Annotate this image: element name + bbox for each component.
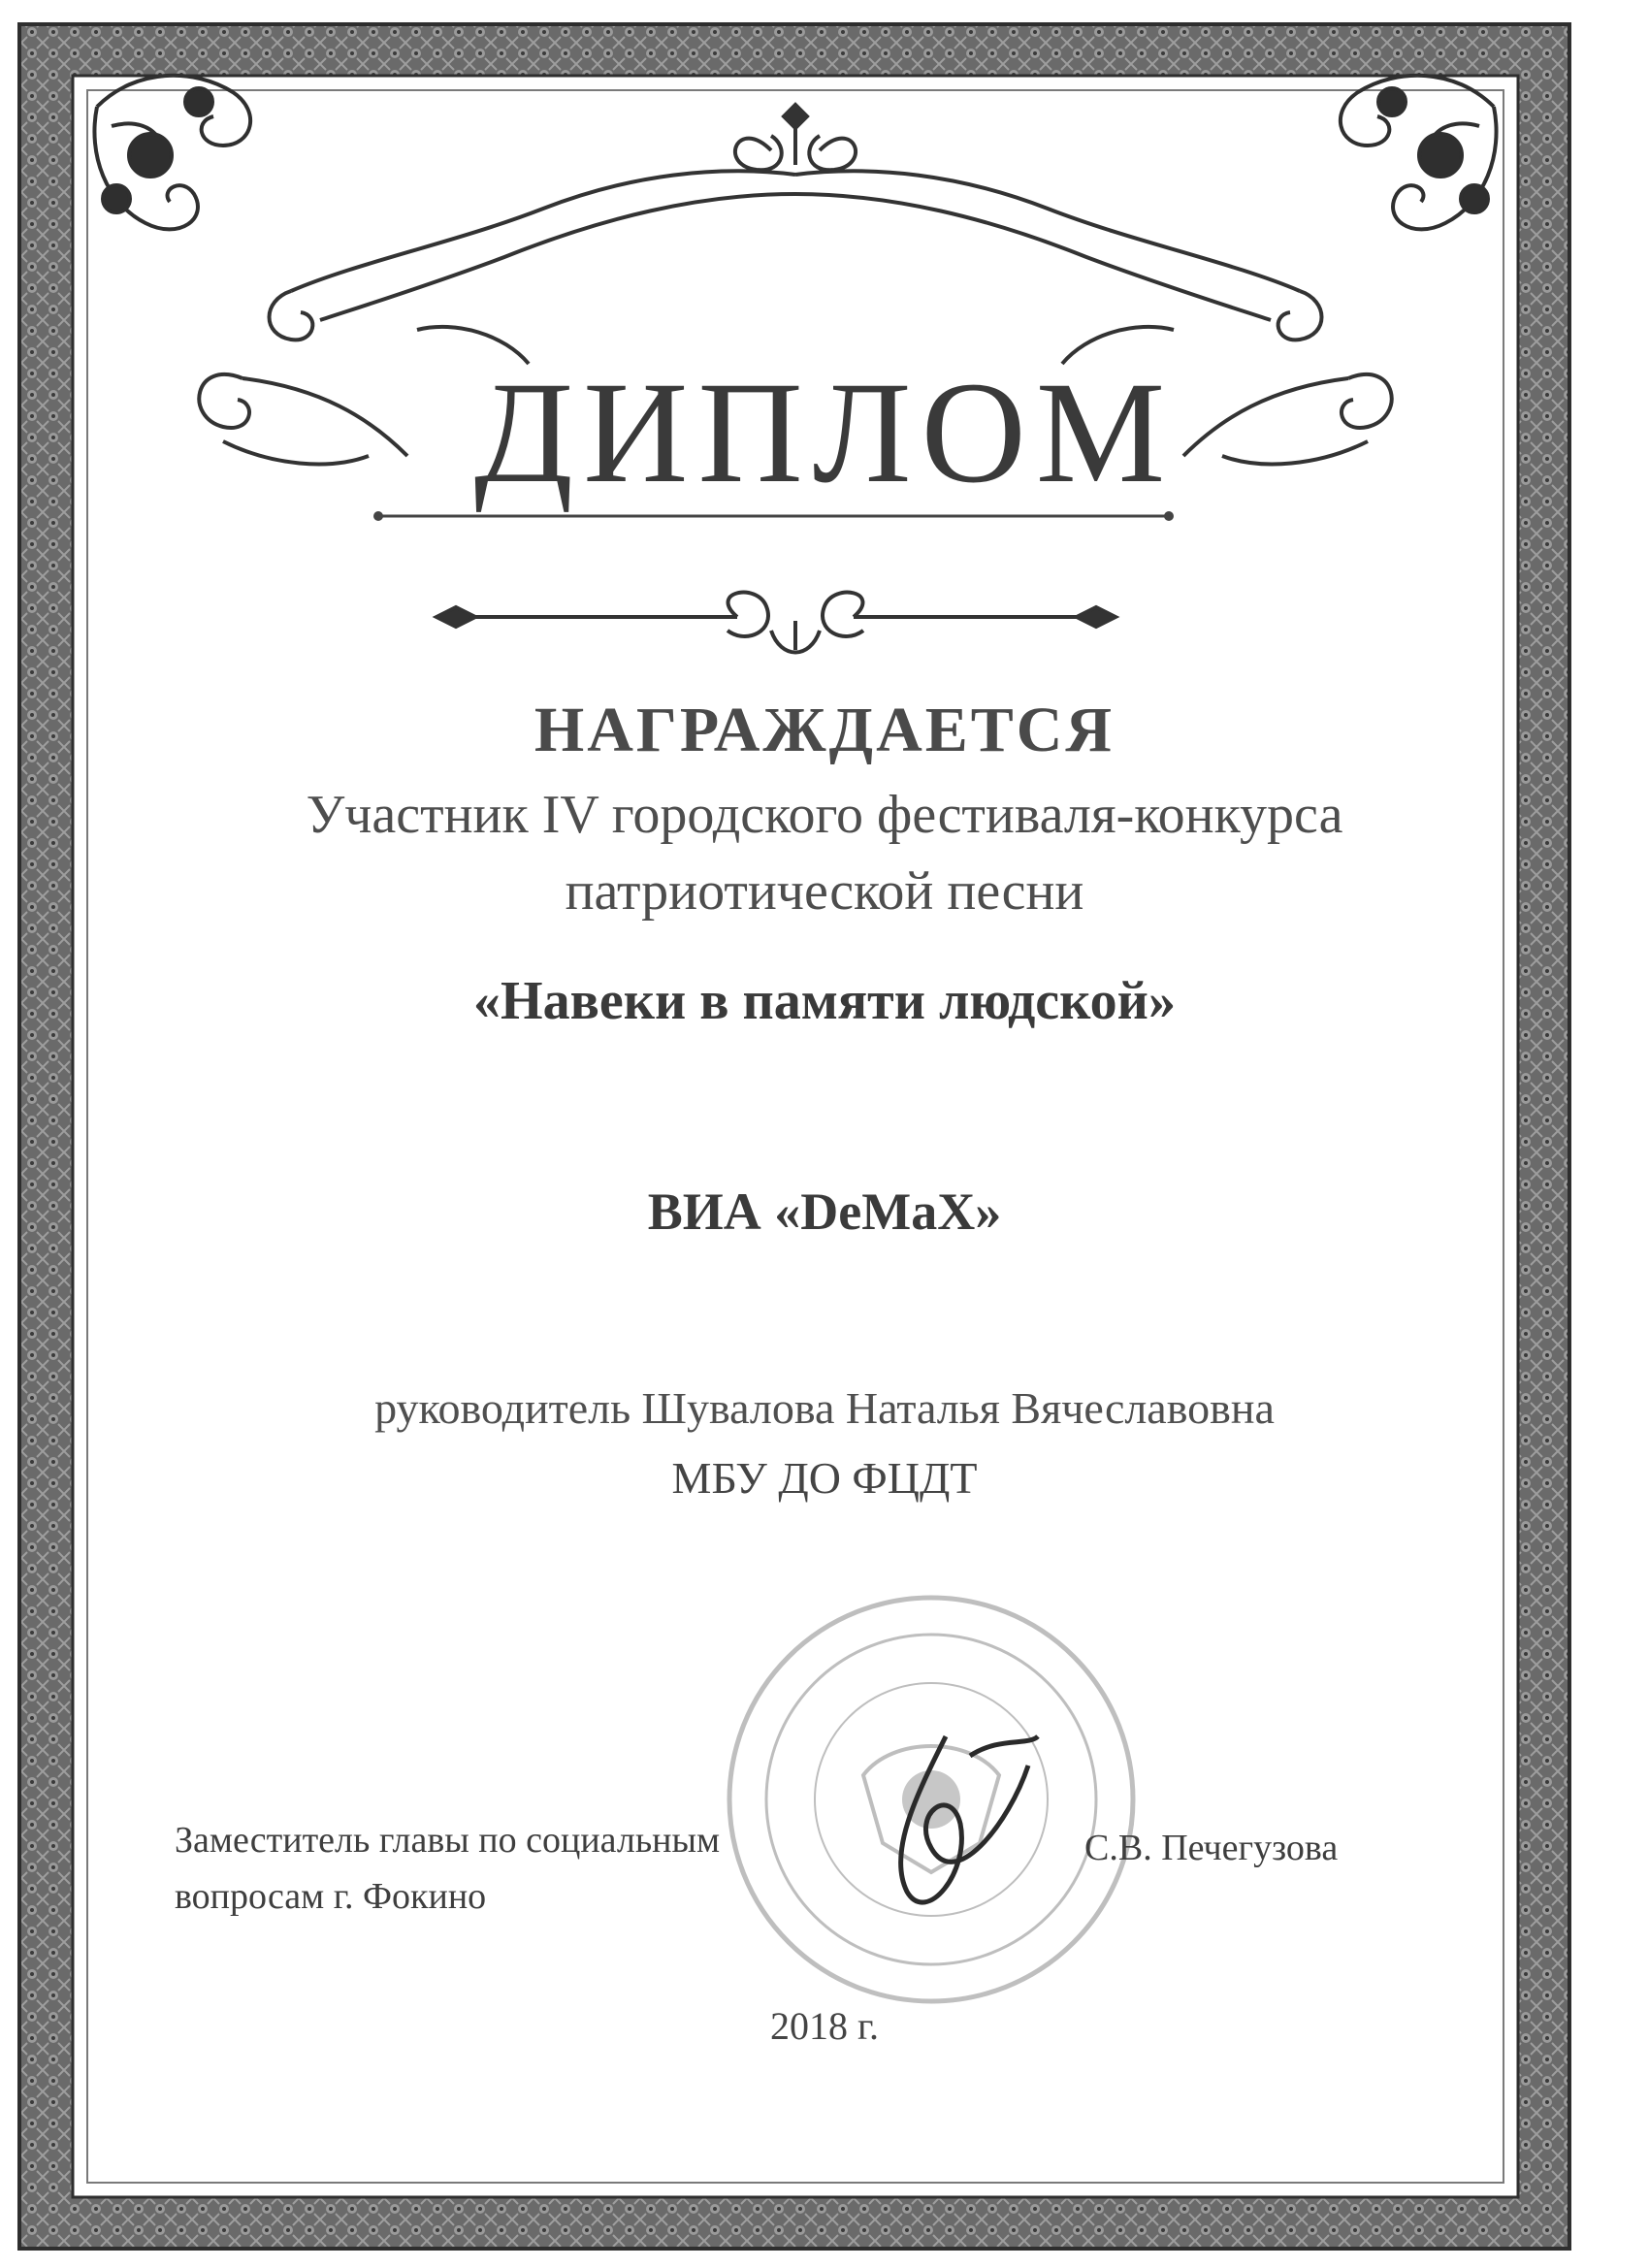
- signatory-position-line1: Заместитель главы по социальным: [175, 1820, 721, 1861]
- festival-name: «Навеки в памяти людской»: [473, 971, 1176, 1031]
- issue-year: 2018 г.: [770, 2004, 879, 2048]
- awarded-heading: НАГРАЖДАЕТСЯ: [534, 695, 1116, 765]
- divider-flourish-icon: [436, 593, 1116, 653]
- group-leader: руководитель Шувалова Наталья Вячеславовна: [374, 1383, 1275, 1433]
- recipient-group: ВИА «DeMaX»: [647, 1183, 1002, 1241]
- diploma-title: ДИПЛОМ: [473, 352, 1176, 513]
- signatory-position-line2: вопросам г. Фокино: [175, 1876, 487, 1917]
- corner-flourish-icon: [94, 76, 250, 230]
- corner-flourish-icon: [1341, 76, 1497, 230]
- participant-line: Участник IV городского фестиваля-конкурса: [306, 785, 1343, 845]
- signatory-name: С.В. Печегузова: [1084, 1828, 1339, 1868]
- organization: МБУ ДО ФЦДТ: [671, 1453, 978, 1503]
- official-stamp: [729, 1598, 1133, 2001]
- contest-genre-line: патриотической песни: [565, 861, 1084, 922]
